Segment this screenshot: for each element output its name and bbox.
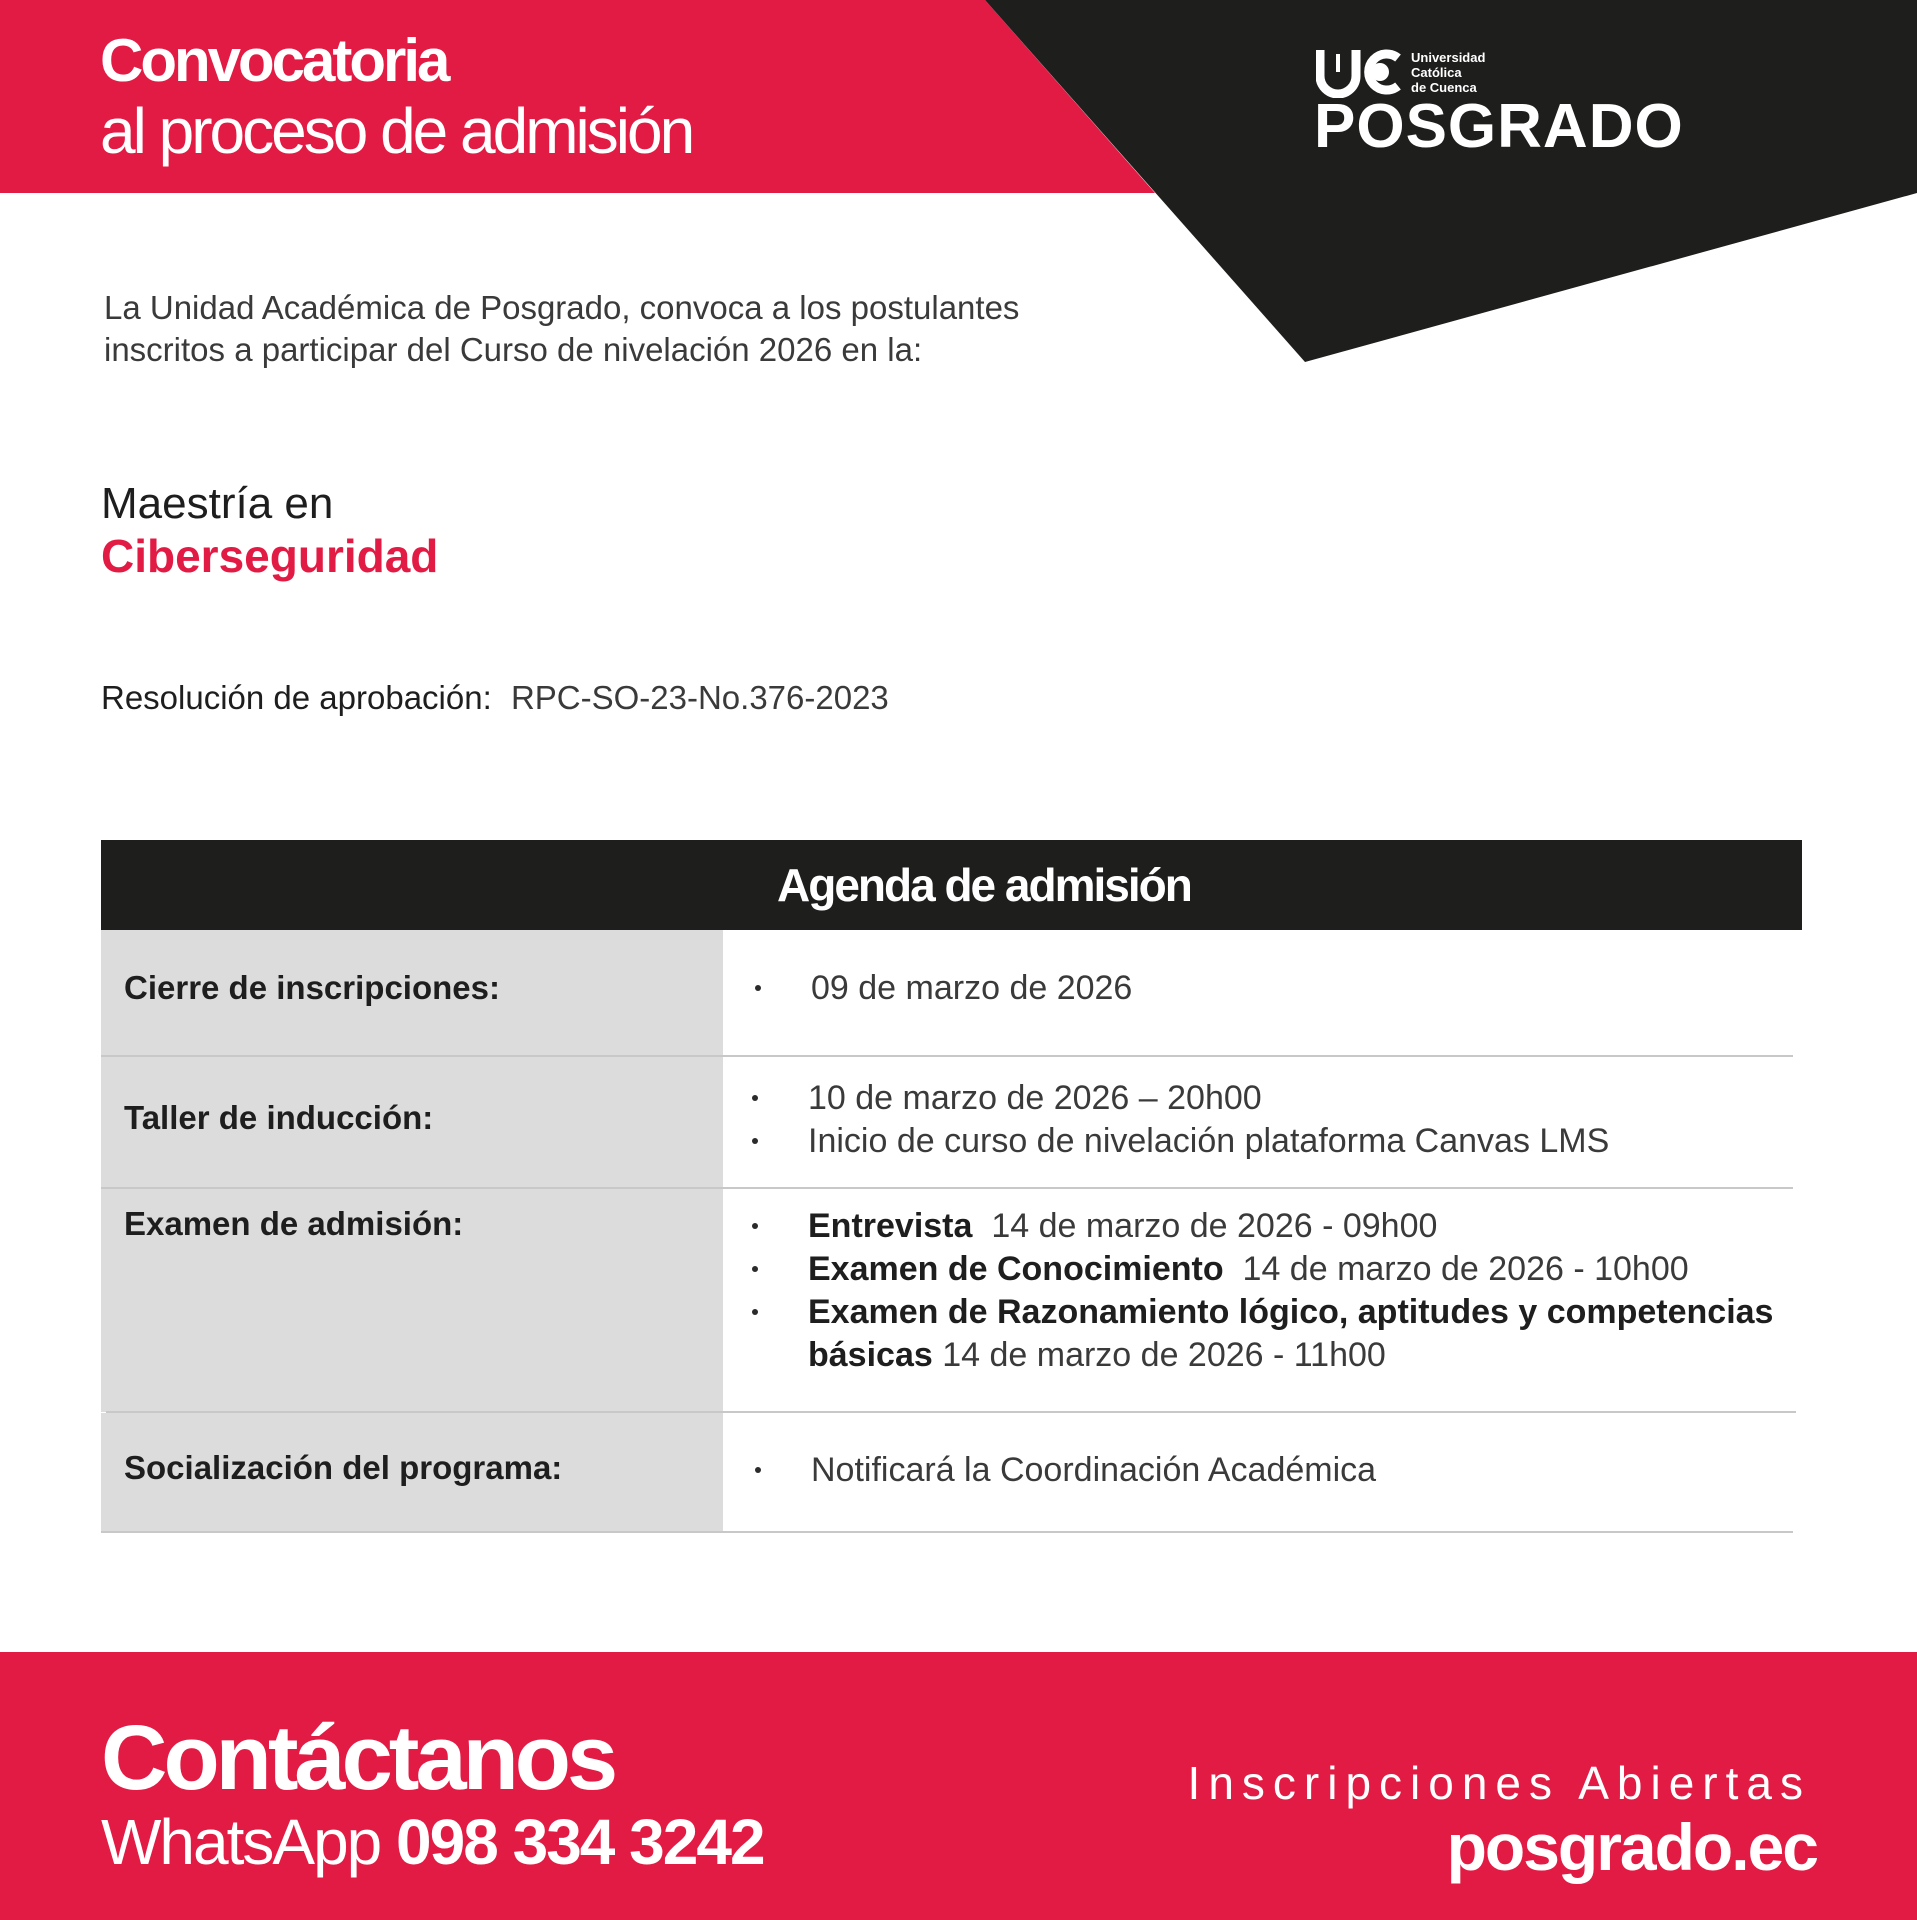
resolution-label: Resolución de aprobación: [101, 679, 492, 716]
agenda-item [811, 1449, 1376, 1491]
agenda-item-text: Notificará la Coordinación Académica [811, 1451, 1377, 1489]
uc-monogram-icon [1316, 48, 1408, 98]
resolution-value: RPC-SO-23-No.376-2023 [510, 679, 889, 716]
header-title-line2: al proceso de admisión [100, 95, 693, 167]
agenda-item [808, 1205, 1437, 1247]
university-name [1411, 50, 1485, 95]
university-name-line1: Universidad [1411, 50, 1486, 65]
agenda-item-bold: básicas [808, 1336, 933, 1374]
agenda-item-text: 14 de marzo de 2026 - 10h00 [1242, 1250, 1689, 1288]
agenda-item-bold: Entrevista [808, 1207, 973, 1245]
contact-title: Contáctanos [101, 1707, 615, 1809]
bullet-icon [753, 983, 763, 993]
program-name [101, 478, 438, 582]
intro-line1: La Unidad Académica de Posgrado, convoca a los postulantes [104, 289, 1020, 326]
agenda-item [808, 1077, 1262, 1119]
agenda-item-text: 09 de marzo de 2026 [811, 969, 1133, 1007]
bullet-icon [750, 1136, 760, 1146]
whatsapp-number: 098 334 3242 [396, 1806, 764, 1878]
bullet-icon [750, 1093, 760, 1103]
agenda-item-bold: Examen de Conocimiento [808, 1250, 1224, 1288]
bullet-icon [750, 1221, 760, 1231]
website: posgrado.ec [1446, 1810, 1817, 1884]
agenda-title: Agenda de admisión [777, 859, 1191, 911]
agenda-item [811, 967, 1132, 1009]
agenda-item-bold: Examen de Razonamiento lógico, aptitudes y competencias [808, 1293, 1774, 1331]
program-name-line1: Maestría en [101, 479, 334, 528]
agenda-item-text: 14 de marzo de 2026 - 09h00 [991, 1207, 1438, 1245]
agenda-item [808, 1291, 1773, 1333]
whatsapp-label: WhatsApp [101, 1806, 381, 1878]
agenda-item [808, 1120, 1609, 1162]
whatsapp-contact [101, 1806, 764, 1878]
header-title [100, 26, 692, 166]
agenda-item-continuation [808, 1334, 1386, 1376]
agenda-header [101, 840, 1802, 930]
bullet-icon [750, 1307, 760, 1317]
header-title-line1: Convocatoria [100, 27, 448, 94]
agenda-row-label: Examen de admisión: [124, 1205, 464, 1242]
university-name-line3: de Cuenca [1411, 80, 1477, 95]
registrations-open: Inscripciones Abiertas [1187, 1757, 1811, 1809]
row-divider [101, 1531, 1793, 1533]
intro-paragraph [104, 287, 1104, 371]
agenda-item [808, 1248, 1689, 1290]
ucacue-posgrado-logo [1314, 48, 1684, 161]
agenda-row-label: Taller de inducción: [124, 1099, 434, 1136]
agenda-item-text: 14 de marzo de 2026 - 11h00 [942, 1336, 1386, 1374]
program-name-line2: Ciberseguridad [101, 530, 439, 582]
resolution [101, 678, 889, 718]
intro-line2: inscritos a participar del Curso de nivelación 2026 en la: [104, 331, 923, 368]
agenda-item-text: 10 de marzo de 2026 – 20h00 [808, 1079, 1262, 1117]
posgrado-wordmark: POSGRADO [1314, 92, 1684, 161]
bullet-icon [750, 1264, 760, 1274]
agenda-item-text: Inicio de curso de nivelación plataforma Canvas LMS [808, 1122, 1610, 1160]
university-name-line2: Católica [1411, 65, 1462, 80]
bullet-icon [753, 1465, 763, 1475]
agenda-row-label: Cierre de inscripciones: [124, 969, 500, 1006]
agenda-row-label: Socialización del programa: [124, 1449, 563, 1486]
